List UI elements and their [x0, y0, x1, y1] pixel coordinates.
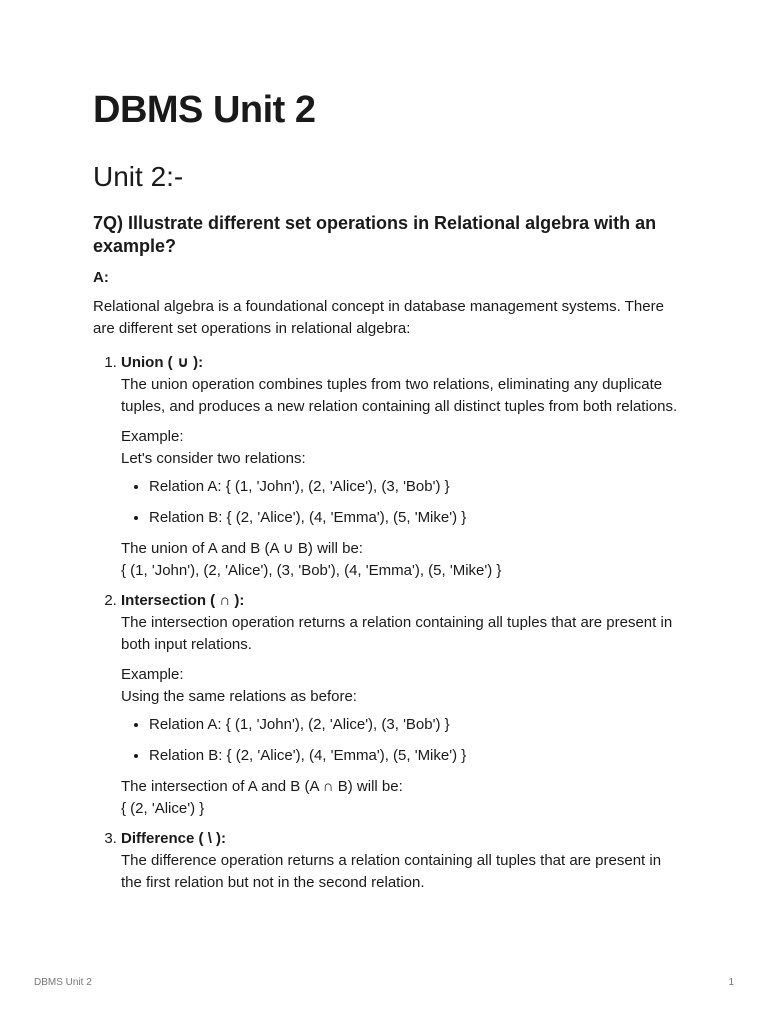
example-label: Example: — [121, 666, 184, 683]
footer-doc-name: DBMS Unit 2 — [34, 977, 92, 988]
relations-list — [121, 476, 683, 529]
operation-intersection — [121, 590, 683, 820]
result-value: { (2, 'Alice') } — [121, 800, 205, 817]
operation-union — [121, 352, 683, 582]
operation-difference — [121, 828, 683, 894]
result-block — [121, 776, 683, 820]
list-item: • Relation A: { (1, 'John'), (2, 'Alice'), (3, 'Bob') } — [149, 476, 683, 498]
list-item: • Relation A: { (1, 'John'), (2, 'Alice'), (3, 'Bob') } — [149, 714, 683, 736]
example-intro: Using the same relations as before: — [121, 688, 357, 705]
list-item: • Relation B: { (2, 'Alice'), (4, 'Emma'), (5, 'Mike') } — [149, 507, 683, 529]
example-block — [121, 664, 683, 708]
result-block — [121, 538, 683, 582]
operation-name: 3. Difference ( \ ): — [121, 830, 227, 847]
result-label: The intersection of A and B (A ∩ B) will be: — [121, 778, 403, 795]
question-heading: 7Q) Illustrate different set operations in Relational algebra with an example? — [93, 213, 657, 256]
unit-heading: Unit 2:- — [93, 161, 184, 192]
answer-label: A: — [93, 269, 109, 286]
relations-list — [121, 714, 683, 767]
example-block — [121, 426, 683, 470]
example-label: Example: — [121, 428, 184, 445]
result-label: The union of A and B (A ∪ B) will be: — [121, 540, 363, 557]
page-content — [93, 88, 683, 902]
list-item: • Relation B: { (2, 'Alice'), (4, 'Emma'), (5, 'Mike') } — [149, 745, 683, 767]
footer-page-number: 1 — [728, 977, 734, 988]
intro-paragraph: Relational algebra is a foundational concept in database management systems. There are different set operations in relational algebra: — [93, 298, 664, 337]
operation-description: The intersection operation returns a relation containing all tuples that are present in both input relations. — [121, 614, 673, 653]
operation-name: 2. Intersection ( ∩ ): — [121, 592, 245, 609]
document-title: DBMS Unit 2 — [93, 89, 316, 131]
result-value: { (1, 'John'), (2, 'Alice'), (3, 'Bob'), (4, 'Emma'), (5, 'Mike') } — [121, 562, 502, 579]
operation-name: 1. Union ( ∪ ): — [121, 354, 204, 371]
operation-description: The difference operation returns a relation containing all tuples that are present in the first relation but not in the second relation. — [121, 852, 662, 891]
example-intro: Let's consider two relations: — [121, 450, 306, 467]
operations-list — [93, 352, 683, 894]
operation-description: The union operation combines tuples from two relations, eliminating any duplicate tuples, and produces a new relation containing all distinct tuples from both relations. — [121, 376, 678, 415]
